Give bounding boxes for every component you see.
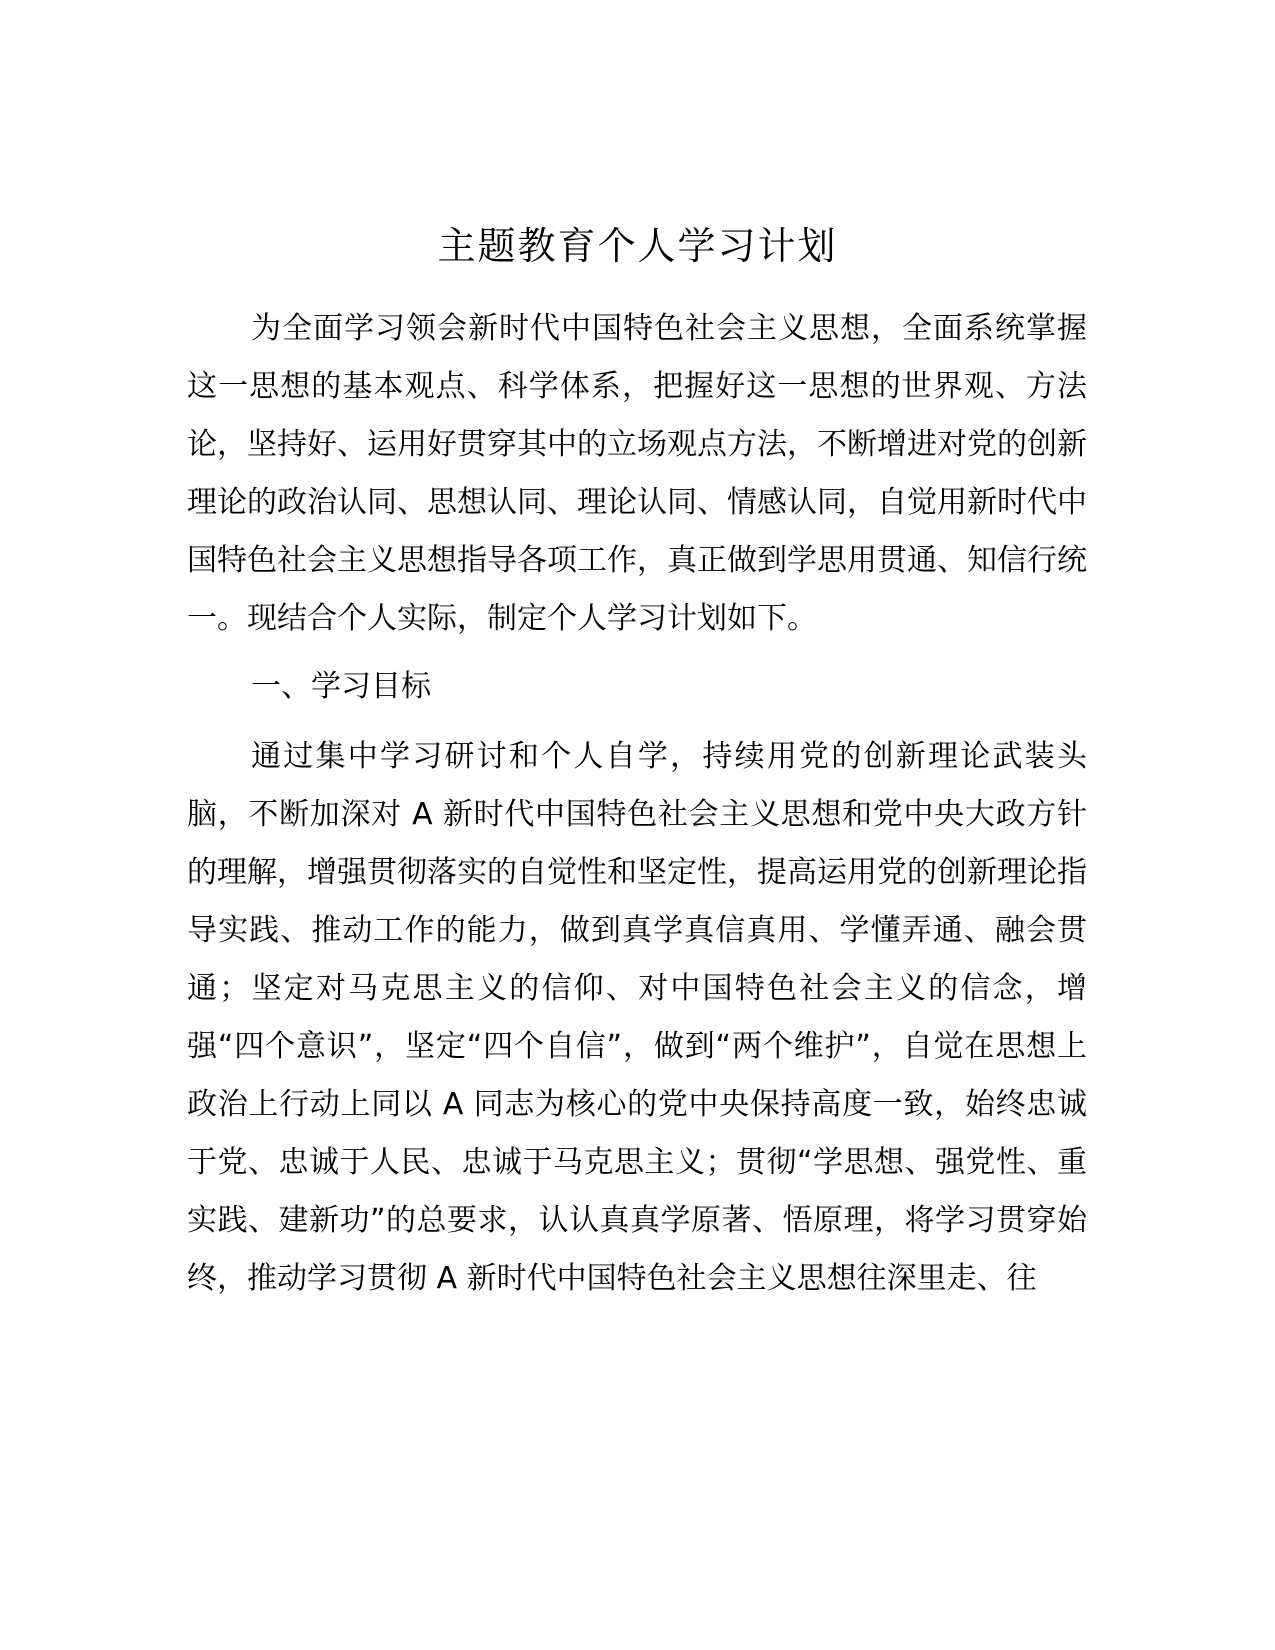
learning-goals-paragraph: 通过集中学习研讨和个人自学，持续用党的创新理论武装头脑，不断加深对 A 新时代中国特色社会主义思想和党中央大政方针的理解，增强贯彻落实的自觉性和坚定性，提高运用党的创新理论指导实践、推动工作的能力，做到真学真信真用、学懂弄通、融会贯通；坚定对马克思主义的信仰、对中国特色社会主义的信念，增强“四个意识”，坚定“四个自信”，做到“两个维护”，自觉在思想上政治上行动上同以 A 同志为核心的党中央保持高度一致，始终忠诚于党、忠诚于人民、忠诚于马克思主义；贯彻“学思想、强党性、重实践、建新功”的总要求，认认真真学原著、悟原理，将学习贯穿始终，推动学习贯彻 A 新时代中国特色社会主义思想往深里走、往 <box>187 739 1087 1296</box>
section-heading-learning-goals: 一、学习目标 <box>251 669 431 704</box>
intro-paragraph: 为全面学习领会新时代中国特色社会主义思想，全面系统掌握这一思想的基本观点、科学体系，把握好这一思想的世界观、方法论，坚持好、运用好贯穿其中的立场观点方法，不断增进对党的创新理论的政治认同、思想认同、理论认同、情感认同，自觉用新时代中国特色社会主义思想指导各项工作，真正做到学思用贯通、知信行统一。现结合个人实际，制定个人学习计划如下。 <box>187 311 1087 636</box>
document-title: 主题教育个人学习计划 <box>437 224 838 268</box>
document-body <box>187 300 1087 1308</box>
